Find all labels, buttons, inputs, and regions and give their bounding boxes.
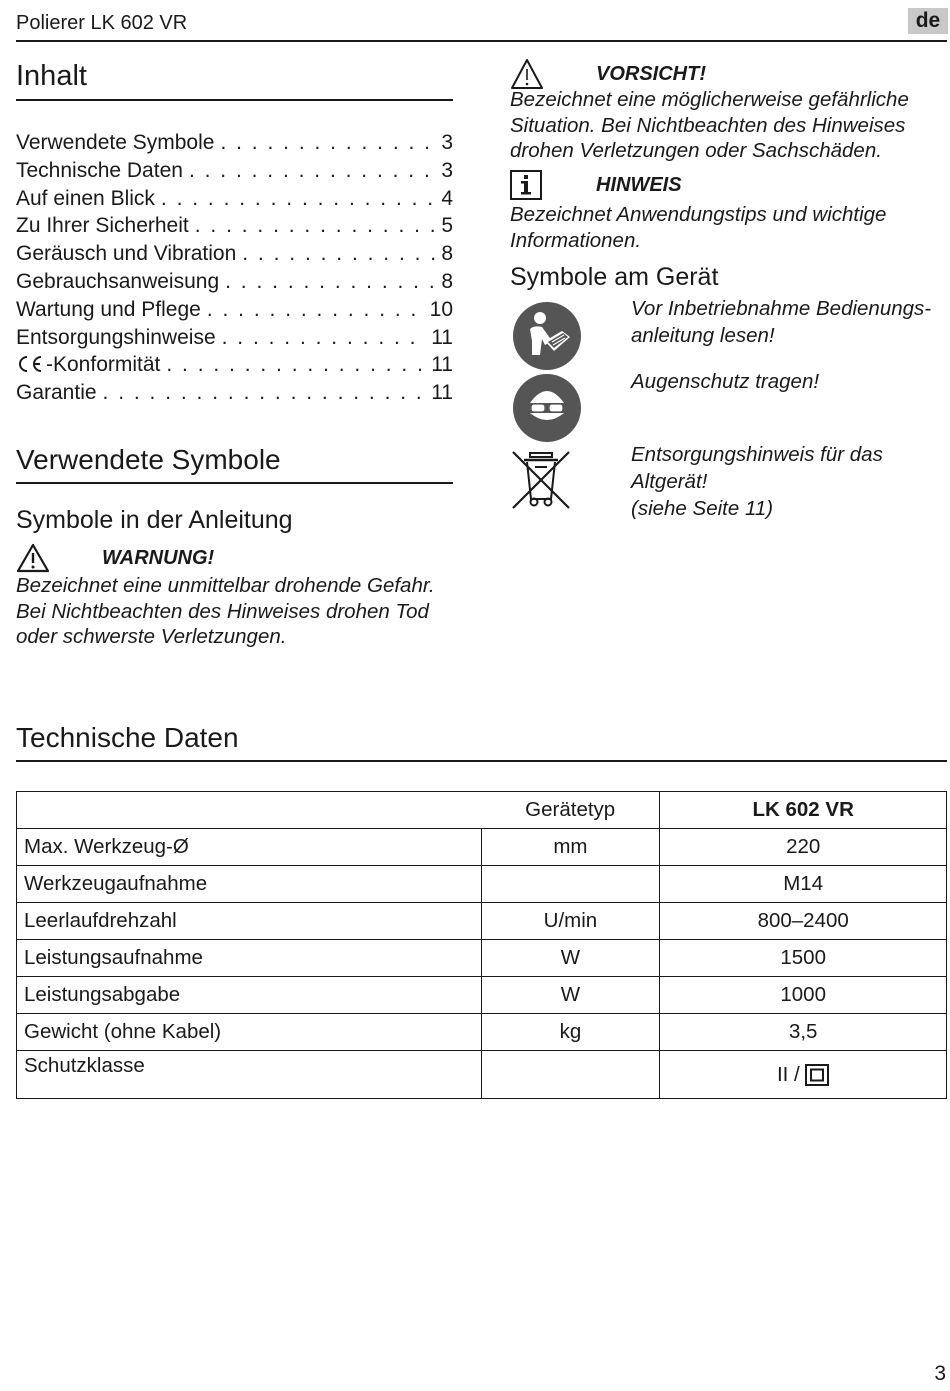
toc-entry[interactable] [16,326,453,354]
disposal-text-line: Entsorgungshinweis für das [631,443,883,466]
caution-triangle-icon [510,58,544,90]
toc-entry-label: Geräusch und Vibration [16,242,237,266]
warning-text: Bezeichnet eine unmittelbar drohende Gefahr. Bei Nichtbeachten des Hinweises drohen Tod oder schwerste Verletzungen. [16,574,435,648]
toc-entry-label: Garantie [16,381,97,405]
toc-entry[interactable] [16,214,453,242]
tech-heading: Technische Daten [16,722,239,753]
table-of-contents [16,131,453,409]
toc-entry-page: 5 [441,214,453,238]
double-insulation-icon [805,1064,829,1086]
spec-unit: W [481,977,660,1014]
spec-unit: kg [481,1014,660,1051]
disposal-text [631,441,931,522]
symbols-heading-rule [16,482,453,484]
toc-entry[interactable] [16,159,453,187]
language-badge: de [908,8,948,34]
table-row [17,903,947,940]
page-number: 3 [934,1362,946,1385]
tech-heading-rule [16,760,947,762]
read-manual-text-line: Vor Inbetriebnahme Bedienungs- [631,297,932,320]
toc-entry-label-text: -Konformität [46,353,161,377]
model-name: LK 602 VR [660,792,947,829]
toc-entry-label: Entsorgungshinweise [16,325,216,349]
toc-dot-leader [207,298,424,322]
toc-entry-label: Wartung und Pflege [16,297,201,321]
toc-entry-label: Verwendete Symbole [16,131,215,154]
spec-unit: mm [481,829,660,866]
device-symbols-heading: Symbole am Gerät [510,263,719,291]
toc-entry-page: 11 [431,381,453,405]
spec-name: Leistungsabgabe [17,977,482,1014]
table-row [17,829,947,866]
toc-entry[interactable] [16,270,453,298]
toc-entry-page: 11 [431,325,453,349]
note-text: Bezeichnet Anwendungstips und wichtige Informationen. [510,203,887,252]
ce-mark-icon [16,355,46,373]
toc-entry-page: 3 [441,158,453,182]
toc-entry[interactable] [16,353,453,381]
toc-entry-page: 11 [431,353,453,377]
toc-dot-leader [103,381,426,405]
spec-value: 1000 [660,977,947,1014]
device-type-label: Gerätetyp [481,792,660,829]
toc-dot-leader [166,353,425,377]
toc-entry-label: Technische Daten [16,158,183,182]
table-row [17,866,947,903]
toc-dot-leader [242,242,435,266]
toc-entry[interactable] [16,381,453,409]
read-manual-icon [512,301,582,371]
spec-unit [481,1051,660,1099]
note-keyword: HINWEIS [596,173,682,196]
toc-heading: Inhalt [16,60,87,92]
table-row [17,940,947,977]
toc-entry[interactable] [16,298,453,326]
disposal-text-line: (siehe Seite 11) [631,497,774,520]
tech-data-table [16,791,947,1099]
eye-protection-text: Augenschutz tragen! [631,370,820,393]
header-rule [16,40,947,42]
crossed-bin-icon [510,449,572,511]
manual-symbols-heading: Symbole in der Anleitung [16,506,293,534]
document-title: Polierer LK 602 VR [16,12,188,34]
spec-name: Leistungsaufnahme [17,940,482,977]
spec-name: Leerlaufdrehzahl [17,903,482,940]
warning-keyword: WARNUNG! [102,546,215,569]
toc-entry-page: 4 [441,186,453,210]
toc-entry-page: 3 [441,131,453,154]
spec-name: Werkzeugaufnahme [17,866,482,903]
spec-value [660,1051,947,1099]
toc-entry[interactable] [16,131,453,159]
warning-notice [16,543,456,650]
table-row [17,1014,947,1051]
table-row [17,977,947,1014]
toc-dot-leader [195,214,436,238]
spec-value: 1500 [660,940,947,977]
table-header-blank [17,792,482,829]
toc-heading-rule [16,99,453,101]
spec-value: M14 [660,866,947,903]
spec-value: 220 [660,829,947,866]
toc-dot-leader [225,270,435,294]
toc-dot-leader [161,187,435,211]
toc-entry-page: 8 [441,269,453,293]
toc-dot-leader [189,159,435,183]
caution-keyword: VORSICHT! [596,62,706,85]
spec-name: Max. Werkzeug-Ø [17,829,482,866]
toc-entry-page: 8 [441,242,453,266]
symbols-heading: Verwendete Symbole [16,444,281,475]
table-row [17,1051,947,1099]
read-manual-text-line: anleitung lesen! [631,324,775,347]
info-box-icon [510,170,542,200]
spec-name: Gewicht (ohne Kabel) [17,1014,482,1051]
toc-dot-leader [222,326,426,350]
eye-protection-icon [512,373,582,443]
note-notice [510,170,940,253]
spec-unit [481,866,660,903]
caution-text: Bezeichnet eine möglicherweise gefährliche Situation. Bei Nichtbeachten des Hinweises drohen Verletzungen oder Sachschäden. [510,88,909,162]
spec-name: Schutzklasse [17,1051,482,1099]
toc-dot-leader [220,131,435,155]
toc-entry-label: Auf einen Blick [16,186,155,210]
toc-entry[interactable] [16,187,453,215]
table-header-row [17,792,947,829]
spec-value: 800–2400 [660,903,947,940]
spec-unit: W [481,940,660,977]
spec-unit: U/min [481,903,660,940]
toc-entry-label: Gebrauchsanweisung [16,269,220,293]
read-manual-text [631,295,946,349]
caution-notice [510,58,940,164]
spec-value: 3,5 [660,1014,947,1051]
disposal-text-line: Altgerät! [631,470,708,493]
warning-triangle-icon [16,543,50,573]
toc-entry-label: Zu Ihrer Sicherheit [16,214,189,238]
toc-entry-label [16,353,166,377]
toc-entry[interactable] [16,242,453,270]
toc-entry-page: 10 [429,297,453,321]
protection-class-text: II / [776,1062,800,1086]
